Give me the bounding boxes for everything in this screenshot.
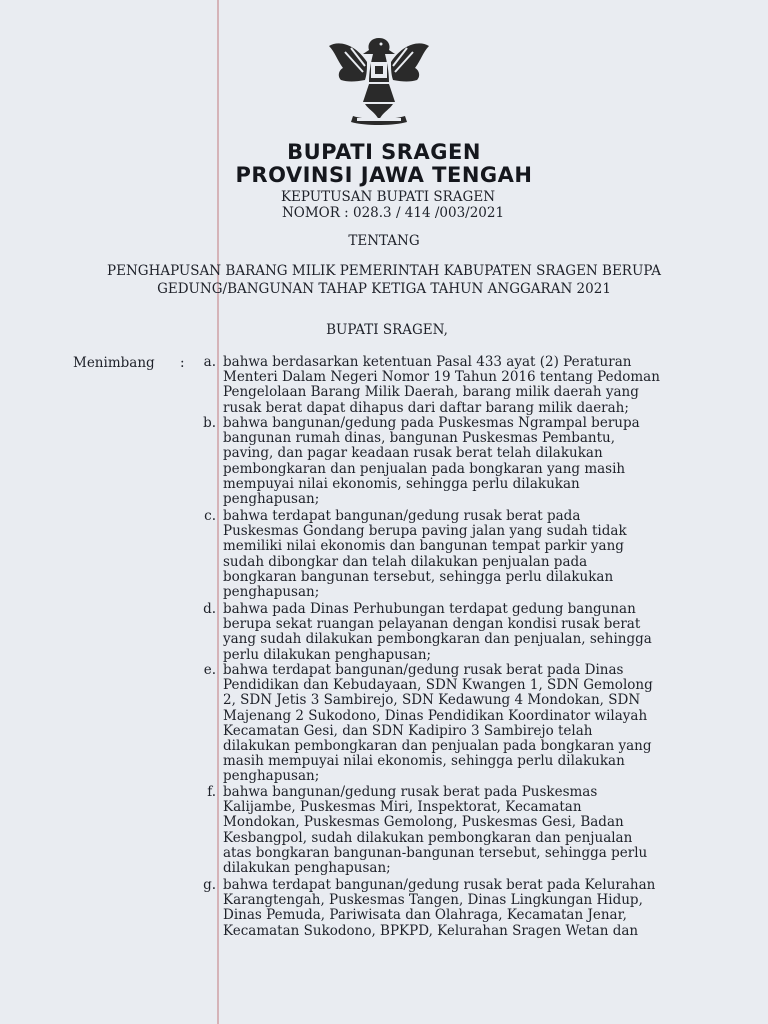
item-text [223, 785, 698, 876]
item-line: dilakukan pembongkaran dan penjualan pada bongkaran yang [223, 738, 652, 755]
item-text [223, 416, 698, 507]
regent-title: BUPATI SRAGEN [287, 140, 481, 164]
item-line: bahwa terdapat bangunan/gedung rusak berat pada [223, 508, 581, 524]
item-line: yang sudah dilakukan pembongkaran dan penjualan, sehingga [223, 631, 652, 648]
decree-title: KEPUTUSAN BUPATI SRAGEN [280, 189, 496, 205]
item-text [223, 355, 698, 416]
item-line: Kecamatan Sukodono, BPKPD, Kelurahan Sragen Wetan dan [223, 922, 639, 939]
item-line: Puskesmas Gondang berupa paving jalan yang sudah tidak [223, 523, 627, 540]
item-text [223, 878, 698, 939]
considering-label: Menimbang [73, 355, 155, 371]
item-letter: d. [203, 601, 216, 617]
item-line: Pendidikan dan Kebudayaan, SDN Kwangen 1, SDN Gemolong [223, 677, 653, 694]
item-line: berupa sekat ruangan pelayanan dengan kondisi rusak berat [223, 616, 641, 633]
item-text [223, 509, 698, 600]
province-title: PROVINSI JAWA TENGAH [235, 163, 533, 187]
item-letter: e. [203, 662, 216, 678]
subject-line: GEDUNG/BANGUNAN TAHAP KETIGA TAHUN ANGGARAN 2021 [157, 281, 611, 297]
item-line: bahwa berdasarkan ketentuan Pasal 433 ayat (2) Peraturan [223, 354, 632, 370]
item-line: rusak berat dapat dihapus dari daftar barang milik daerah; [223, 399, 629, 416]
item-line: penghapusan; [223, 491, 320, 508]
subject-line: PENGHAPUSAN BARANG MILIK PEMERINTAH KABUPATEN SRAGEN BERUPA [107, 263, 661, 279]
decree-number: NOMOR : 028.3 / 414 /003/2021 [281, 205, 505, 221]
garuda-emblem [325, 32, 433, 130]
tentang-heading: TENTANG [348, 233, 420, 249]
item-letter: a. [203, 354, 216, 370]
item-letter: b. [203, 415, 216, 431]
considering-colon: : [180, 355, 185, 371]
issuer-heading: BUPATI SRAGEN, [326, 322, 448, 338]
item-letter: f. [207, 784, 216, 800]
item-line: bahwa terdapat bangunan/gedung rusak berat pada Kelurahan [223, 877, 656, 893]
item-text [223, 663, 698, 785]
item-line: Mondokan, Puskesmas Gemolong, Puskesmas Gesi, Badan [223, 814, 624, 831]
item-line: penghapusan; [223, 768, 320, 785]
item-line: paving, dan pagar keadaan rusak berat telah dilakukan [223, 445, 603, 462]
item-line: mempuyai nilai ekonomis, sehingga perlu dilakukan [223, 475, 580, 492]
item-line: Pengelolaan Barang Milik Daerah, barang milik daerah yang [223, 384, 639, 401]
item-line: 2, SDN Jetis 3 Sambirejo, SDN Kedawung 4 Mondokan, SDN [223, 692, 641, 709]
item-line: penghapusan; [223, 584, 320, 601]
item-line: masih mempuyai nilai ekonomis, sehingga perlu dilakukan [223, 753, 625, 770]
item-letter: c. [204, 508, 216, 524]
item-line: dilakukan penghapusan; [223, 860, 391, 877]
item-line: atas bongkaran bangunan-bangunan tersebut, sehingga perlu [223, 844, 648, 861]
item-line: bahwa terdapat bangunan/gedung rusak berat pada Dinas [223, 662, 624, 678]
item-line: Menteri Dalam Negeri Nomor 19 Tahun 2016 tentang Pedoman [223, 369, 660, 386]
item-line: Kesbangpol, sudah dilakukan pembongkaran dan penjualan [223, 829, 633, 846]
item-line: Kalijambe, Puskesmas Miri, Inspektorat, Kecamatan [223, 799, 582, 816]
item-line: sudah dibongkar dan telah dilakukan penjualan pada [223, 553, 588, 570]
item-line: pembongkaran dan penjualan pada bongkaran yang masih [223, 460, 626, 477]
item-line: memiliki nilai ekonomis dan bangunan tempat parkir yang [223, 538, 624, 555]
item-line: bangunan rumah dinas, bangunan Puskesmas Pembantu, [223, 430, 616, 447]
item-line: Majenang 2 Sukodono, Dinas Pendidikan Koordinator wilayah [223, 707, 648, 724]
item-line: bongkaran bangunan tersebut, sehingga perlu dilakukan [223, 568, 614, 585]
item-text [223, 602, 698, 663]
item-line: Dinas Pemuda, Pariwisata dan Olahraga, Kecamatan Jenar, [223, 907, 627, 924]
item-line: Karangtengah, Puskesmas Tangen, Dinas Lingkungan Hidup, [223, 892, 643, 909]
item-line: bahwa bangunan/gedung rusak berat pada Puskesmas [223, 784, 598, 800]
decree-subject [0, 262, 768, 298]
item-line: perlu dilakukan penghapusan; [223, 646, 432, 663]
item-letter: g. [203, 877, 216, 893]
item-line: Kecamatan Gesi, dan SDN Kadipiro 3 Sambirejo telah [223, 722, 593, 739]
item-line: bahwa bangunan/gedung pada Puskesmas Ngrampal berupa [223, 415, 640, 431]
item-line: bahwa pada Dinas Perhubungan terdapat gedung bangunan [223, 601, 636, 617]
